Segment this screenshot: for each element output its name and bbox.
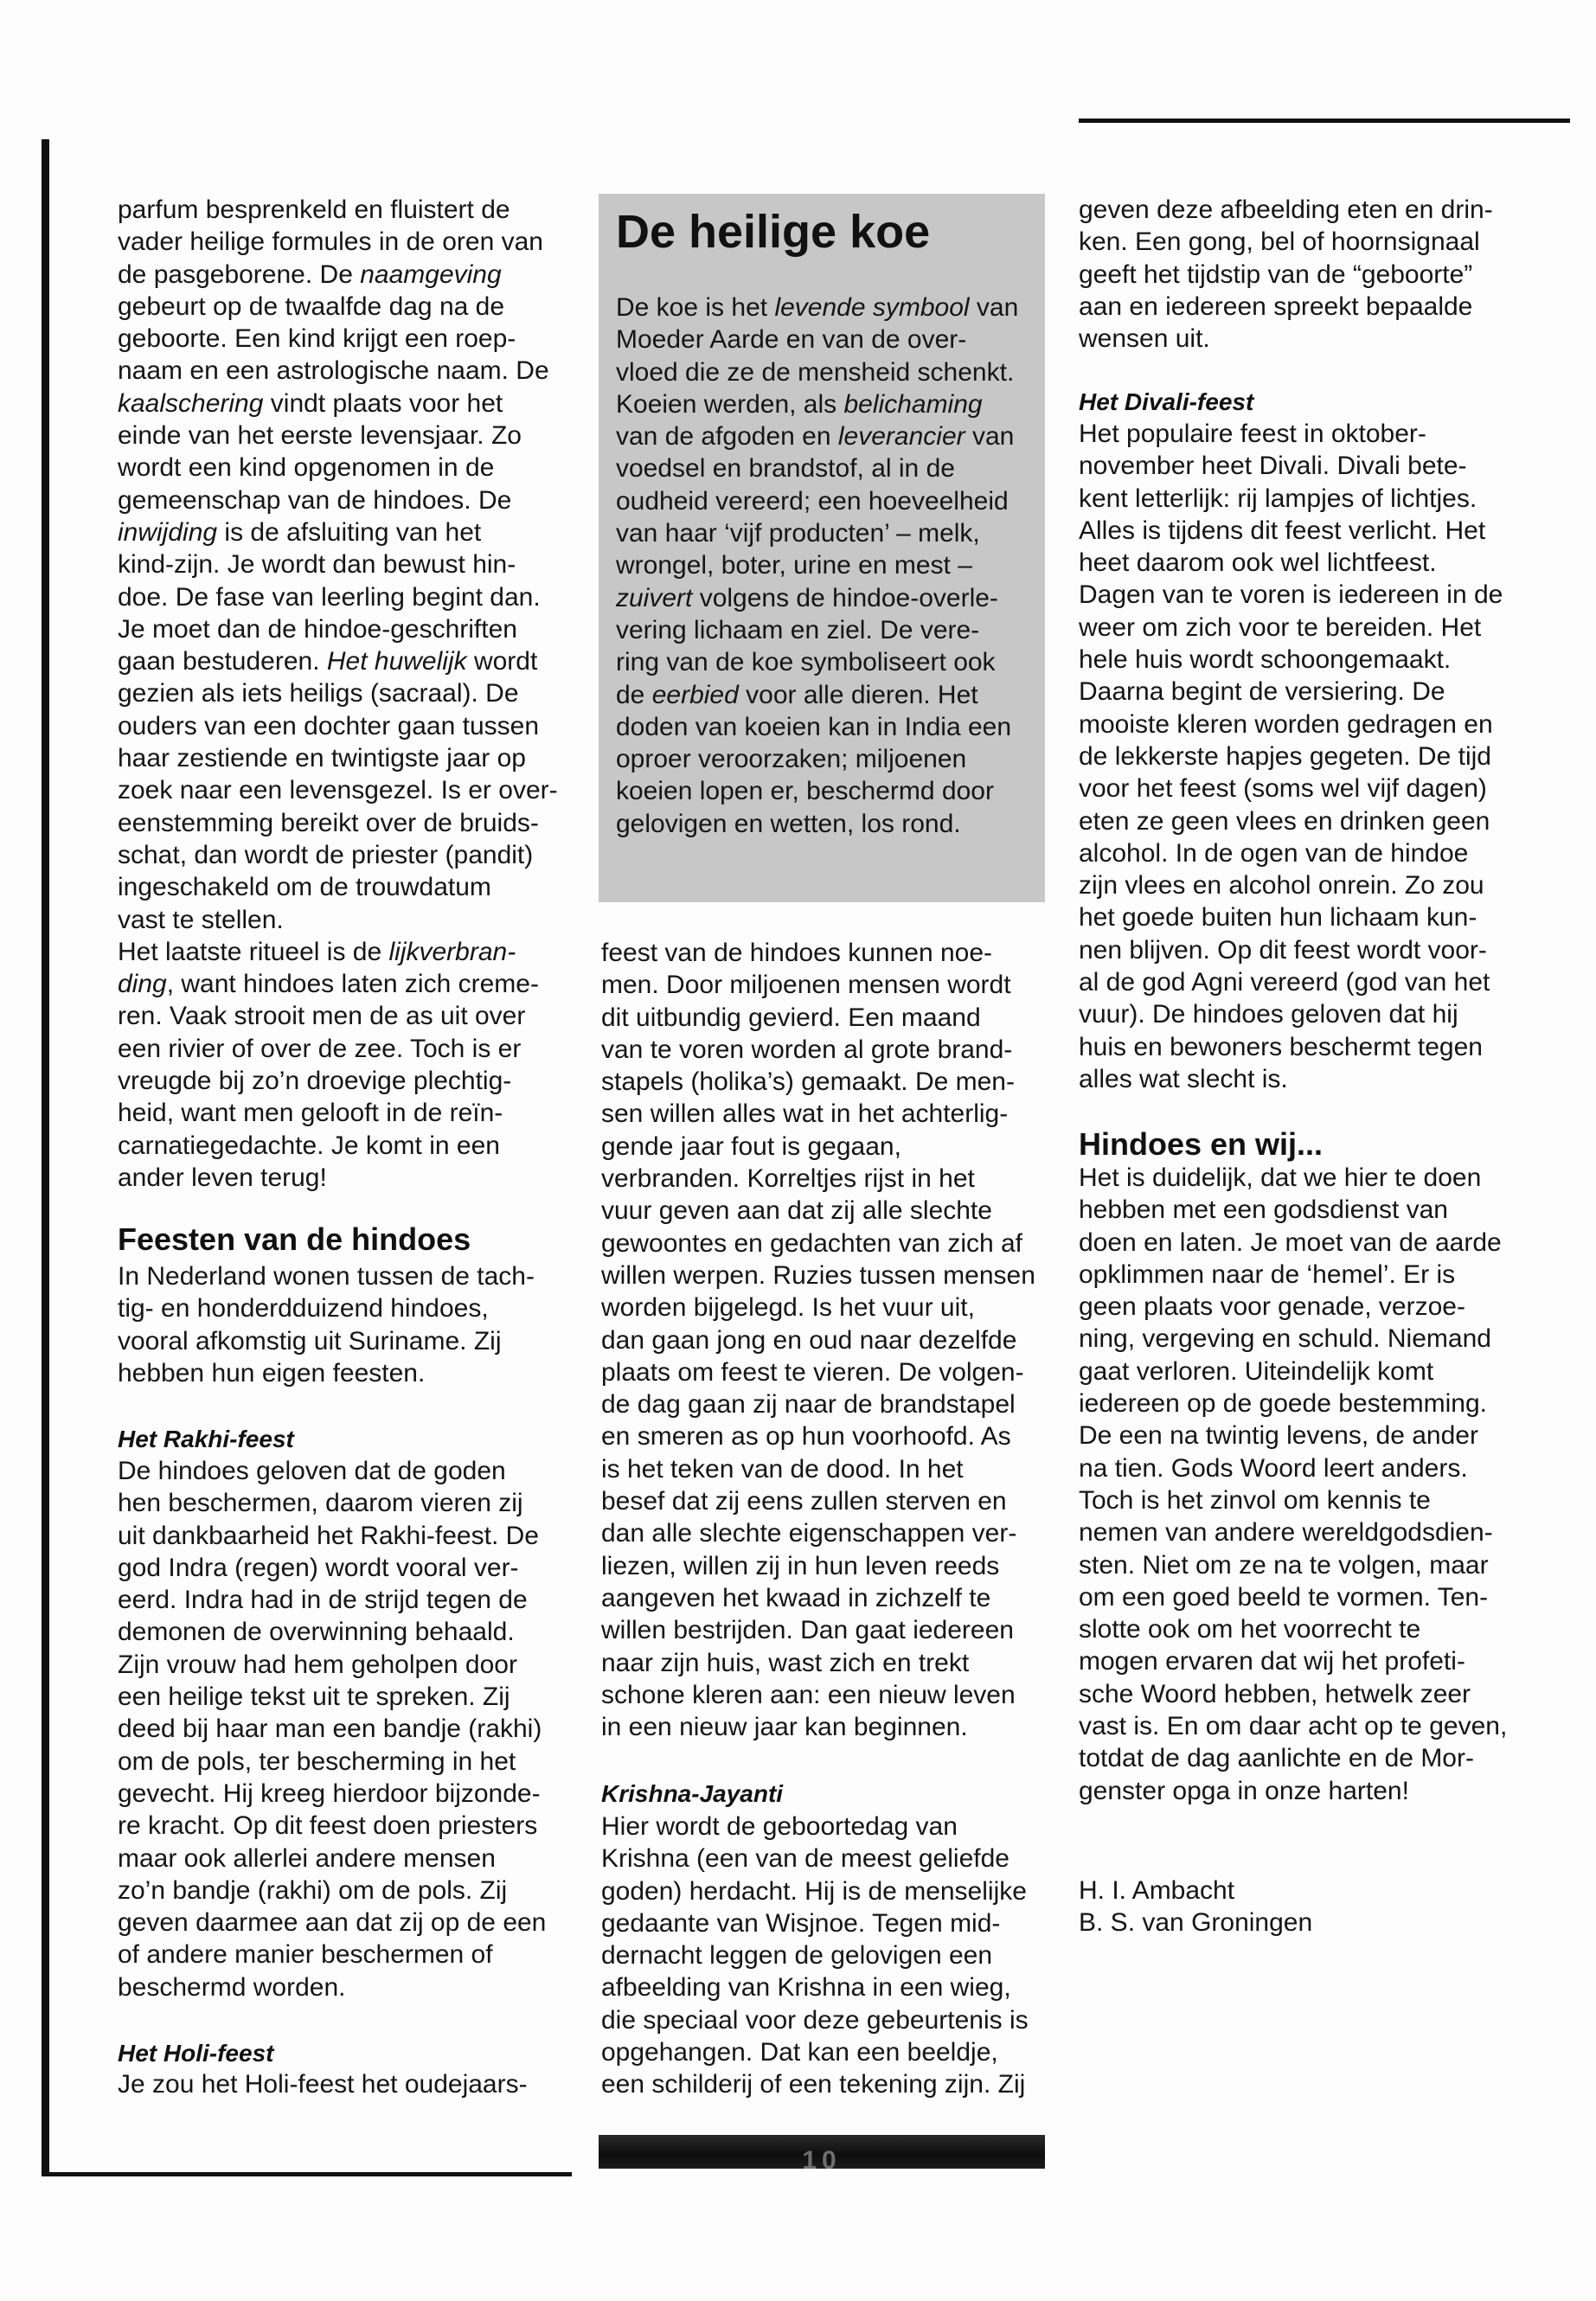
text-line: een schilderij of een tekening zijn. Zij: [601, 2070, 1026, 2099]
text-line: gebeurt op de twaalfde dag na de: [118, 292, 505, 321]
text-line: doen en laten. Je moet van de aarde: [1079, 1227, 1502, 1257]
italic-term: kaalschering: [118, 388, 264, 418]
text-line: Het laatste ritueel is de lijkverbran-: [118, 937, 516, 966]
text-line: koeien lopen er, beschermd door: [616, 777, 994, 806]
text-line: in een nieuw jaar kan beginnen.: [601, 1713, 968, 1742]
text-line: Toch is het zinvol om kennis te: [1079, 1485, 1431, 1515]
italic-term: belichaming: [843, 389, 983, 419]
krishna-continued-text: [1079, 194, 1493, 355]
text-line: wrongel, boter, urine en mest –: [616, 551, 972, 580]
text-line: vuur geven aan dat zij alle slechte: [601, 1196, 992, 1226]
text-line: ken. Een gong, bel of hoornsignaal: [1079, 228, 1480, 257]
text-line: oudheid vereerd; een hoeveelheid: [616, 486, 1009, 516]
text-line: de pasgeborene. De naamgeving: [118, 260, 502, 289]
text-line: genster opga in onze harten!: [1079, 1776, 1409, 1805]
text-line: geven daarmee aan dat zij op de een: [118, 1908, 547, 1938]
text-line: gezien als iets heiligs (sacraal). De: [118, 679, 519, 708]
text-line: al de god Agni vereerd (god van het: [1079, 968, 1490, 997]
italic-term: zuivert: [616, 583, 693, 612]
text-line: verbranden. Korreltjes rijst in het: [601, 1164, 975, 1194]
text-line: Het is duidelijk, dat we hier te doen: [1079, 1163, 1482, 1192]
text-line: doden van koeien kan in India een: [616, 712, 1012, 741]
holi-continued-text: [601, 937, 1035, 1743]
text-line: afbeelding van Krishna in een wieg,: [601, 1973, 1011, 2003]
text-line: De hindoes geloven dat de goden: [118, 1457, 506, 1485]
text-line: aangeven het kwaad in zichzelf te: [601, 1583, 991, 1612]
text-line: dan gaan jong en oud naar dezelfde: [601, 1325, 1017, 1355]
text-line: zo’n bandje (rakhi) om de pols. Zij: [118, 1875, 508, 1905]
text-line: het goede buiten hun lichaam kun-: [1079, 903, 1477, 933]
hindoes-en-wij-text: [1079, 1162, 1507, 1807]
text-line: uit dankbaarheid het Rakhi-feest. De: [118, 1521, 539, 1550]
text-line: ding, want hindoes laten zich creme-: [118, 970, 539, 999]
text-line: om de pols, ter bescherming in het: [118, 1747, 516, 1776]
text-line: hele huis wordt schoongemaakt.: [1079, 645, 1452, 675]
italic-term: levende symbool: [774, 293, 970, 322]
text-line: nen blijven. Op dit feest wordt voor-: [1079, 935, 1487, 965]
text-line: vast te stellen.: [118, 905, 284, 934]
text-line: god Indra (regen) wordt vooral ver-: [118, 1553, 519, 1582]
page-number-bar: [599, 2135, 1045, 2169]
text-line: of andere manier beschermen of: [118, 1940, 493, 1970]
text-line: gewoontes en gedachten van zich af: [601, 1228, 1023, 1258]
text-line: totdat de dag aanlichte en de Mor-: [1079, 1744, 1474, 1773]
left-column-intro-text: [118, 194, 558, 1194]
text-line: weer om zich voor te bereiden. Het: [1079, 612, 1482, 642]
bottom-left-rule: [42, 2172, 572, 2176]
text-line: vader heilige formules in de oren van: [118, 228, 543, 257]
text-line: om een goed beeld te vormen. Ten-: [1079, 1582, 1489, 1612]
text-line: vloed die ze de mensheid schenkt.: [616, 357, 1015, 387]
text-line: feest van de hindoes kunnen noe-: [601, 939, 993, 967]
text-line: carnatiegedachte. Je komt in een: [118, 1131, 500, 1160]
author-credits: [1079, 1875, 1312, 1939]
text-line: de lekkerste hapjes gegeten. De tijd: [1079, 741, 1491, 771]
text-line: ning, vergeving en schuld. Niemand: [1079, 1324, 1491, 1354]
italic-term: ding: [118, 970, 167, 999]
section-heading-feesten: Feesten van de hindoes: [118, 1221, 471, 1257]
text-line: sten. Niet om ze na te volgen, maar: [1079, 1550, 1489, 1580]
feesten-text: [118, 1260, 535, 1389]
text-line: huis en bewoners beschermt tegen: [1079, 1032, 1483, 1061]
text-line: voedsel en brandstof, al in de: [616, 454, 955, 484]
text-line: vreugde bij zo’n droevige plechtig-: [118, 1067, 512, 1096]
text-line: naar zijn huis, wast zich en trekt: [601, 1648, 970, 1677]
text-line: vast is. En om daar acht op te geven,: [1079, 1712, 1508, 1741]
text-line: sen willen alles wat in het achterlig-: [601, 1099, 1009, 1129]
text-line: sche Woord hebben, hetwelk zeer: [1079, 1679, 1471, 1708]
text-line: inwijding is de afsluiting van het: [118, 517, 482, 547]
text-line: besef dat zij eens zullen sterven en: [601, 1487, 1007, 1516]
text-line: Alles is tijdens dit feest verlicht. Het: [1079, 516, 1486, 545]
holi-text: [118, 2068, 528, 2100]
text-line: iedereen op de goede bestemming.: [1079, 1389, 1488, 1419]
text-line: gevecht. Hij kreeg hierdoor bijzonde-: [118, 1779, 541, 1808]
text-line: einde van het eerste levensjaar. Zo: [118, 421, 522, 451]
text-line: worden bijgelegd. Is het vuur uit,: [601, 1293, 975, 1323]
text-line: stapels (holika’s) gemaakt. De men-: [601, 1067, 1015, 1097]
text-line: gedaante van Wisjnoe. Tegen mid-: [601, 1908, 1001, 1938]
text-line: plaats om feest te vieren. De volgen-: [601, 1357, 1024, 1387]
top-right-rule: [1079, 119, 1570, 123]
page-number: 10: [802, 2146, 842, 2169]
text-line: In Nederland wonen tussen de tach-: [118, 1262, 535, 1291]
text-line: Je moet dan de hindoe-geschriften: [118, 614, 517, 644]
text-line: zijn vlees en alcohol onrein. Zo zou: [1079, 871, 1484, 901]
sidebar-box-text: [616, 292, 1018, 840]
text-line: kent letterlijk: rij lampjes of lichtjes.: [1079, 484, 1477, 513]
italic-term: lijkverbran-: [388, 937, 516, 966]
text-line: schone kleren aan: een nieuw leven: [601, 1680, 1016, 1709]
text-line: doe. De fase van leerling begint dan.: [118, 582, 541, 612]
text-line: Hier wordt de geboortedag van: [601, 1812, 958, 1841]
section-heading-hindoes-en-wij: Hindoes en wij...: [1079, 1126, 1324, 1162]
text-line: aan en iedereen spreekt bepaalde: [1079, 292, 1473, 321]
text-line: gaat verloren. Uiteindelijk komt: [1079, 1356, 1434, 1386]
text-line: is het teken van de dood. In het: [601, 1454, 964, 1484]
text-line: november heet Divali. Divali bete-: [1079, 452, 1467, 481]
text-line: re kracht. Op dit feest doen priesters: [118, 1811, 538, 1841]
text-line: demonen de overwinning behaald.: [118, 1618, 515, 1647]
text-line: Krishna (een van de meest geliefde: [601, 1844, 1010, 1874]
text-line: Je zou het Holi-feest het oudejaars-: [118, 2070, 528, 2099]
text-line: de dag gaan zij naar de brandstapel: [601, 1390, 1016, 1420]
text-line: slotte ook om het voorrecht te: [1079, 1615, 1421, 1644]
text-line: zuivert volgens de hindoe-overle-: [616, 583, 998, 612]
text-line: ring van de koe symboliseert ook: [616, 648, 996, 677]
text-line: Dagen van te voren is iedereen in de: [1079, 580, 1503, 610]
text-line: haar zestiende en twintigste jaar op: [118, 744, 526, 773]
text-line: liezen, willen zij in hun leven reeds: [601, 1551, 1000, 1580]
text-line: nemen van andere wereldgodsdien-: [1079, 1518, 1493, 1548]
text-line: en smeren as op hun voorhoofd. As: [601, 1422, 1011, 1452]
text-line: mogen ervaren dat wij het profeti-: [1079, 1647, 1465, 1676]
text-line: beschermd worden.: [118, 1972, 346, 2002]
subheading-holi: Het Holi-feest: [118, 2040, 274, 2067]
text-line: hebben hun eigen feesten.: [118, 1358, 426, 1388]
rakhi-text: [118, 1455, 546, 2003]
text-line: vering lichaam en ziel. De vere-: [616, 615, 980, 644]
left-border-bar: [42, 139, 49, 2176]
italic-term: inwijding: [118, 517, 218, 547]
text-line: zoek naar een levensgezel. Is er over-: [118, 776, 558, 805]
text-line: dan alle slechte eigenschappen ver-: [601, 1519, 1017, 1548]
text-line: vuur). De hindoes geloven dat hij: [1079, 1000, 1458, 1029]
text-line: gaan bestuderen. Het huwelijk wordt: [118, 647, 538, 676]
text-line: kaalschering vindt plaats voor het: [118, 388, 503, 418]
text-line: na tien. Gods Woord leert anders.: [1079, 1453, 1468, 1483]
text-line: parfum besprenkeld en fluistert de: [118, 195, 510, 224]
text-line: Daarna begint de versiering. De: [1079, 677, 1445, 707]
sidebar-box-title: De heilige koe: [616, 206, 931, 258]
krishna-text: [601, 1811, 1029, 2101]
text-line: vooral afkomstig uit Suriname. Zij: [118, 1326, 502, 1356]
text-line: wensen uit.: [1079, 324, 1210, 354]
text-line: eerd. Indra had in de strijd tegen de: [118, 1586, 528, 1615]
divali-text: [1079, 418, 1503, 1095]
text-line: tig- en honderdduizend hindoes,: [118, 1294, 489, 1324]
text-line: ren. Vaak strooit men de as uit over: [118, 1002, 526, 1031]
text-line: schat, dan wordt de priester (pandit): [118, 840, 534, 869]
text-line: men. Door miljoenen mensen wordt: [601, 971, 1011, 1000]
text-line: gelovigen en wetten, los rond.: [616, 809, 961, 838]
text-line: maar ook allerlei andere mensen: [118, 1843, 496, 1873]
text-line: geboorte. Een kind krijgt een roep-: [118, 324, 516, 354]
text-line: De een na twintig levens, de ander: [1079, 1421, 1478, 1451]
italic-term: Het huwelijk: [326, 647, 467, 676]
text-line: wordt een kind opgenomen in de: [118, 453, 495, 483]
subheading-rakhi: Het Rakhi-feest: [118, 1426, 294, 1452]
text-line: ingeschakeld om de trouwdatum: [118, 873, 491, 902]
text-line: mooiste kleren worden gedragen en: [1079, 709, 1493, 739]
text-line: van haar ‘vijf producten’ – melk,: [616, 519, 980, 548]
text-line: voor het feest (soms wel vijf dagen): [1079, 774, 1487, 804]
text-line: gemeenschap van de hindoes. De: [118, 485, 512, 515]
text-line: willen bestrijden. Dan gaat iedereen: [601, 1616, 1014, 1645]
text-line: B. S. van Groningen: [1079, 1908, 1313, 1938]
text-line: hen beschermen, daarom vieren zij: [118, 1489, 523, 1518]
text-line: oproer veroorzaken; miljoenen: [616, 745, 967, 774]
text-line: opgehangen. Dat kan een beeldje,: [601, 2038, 998, 2067]
italic-term: eerbied: [651, 680, 739, 709]
text-line: hebben met een godsdienst van: [1079, 1195, 1448, 1225]
text-line: geeft het tijdstip van de “geboorte”: [1079, 260, 1473, 289]
italic-term: naamgeving: [360, 260, 502, 289]
text-line: Het populaire feest in oktober-: [1079, 420, 1426, 448]
subheading-divali: Het Divali-feest: [1079, 388, 1254, 415]
text-line: Zijn vrouw had hem geholpen door: [118, 1650, 517, 1679]
text-line: geen plaats voor genade, verzoe-: [1079, 1292, 1465, 1322]
text-line: heid, want men gelooft in de reïn-: [118, 1099, 503, 1128]
text-line: willen werpen. Ruzies tussen mensen: [601, 1260, 1035, 1290]
italic-term: leverancier: [837, 422, 965, 452]
text-line: eenstemming bereikt over de bruids-: [118, 808, 539, 837]
text-line: gende jaar fout is gegaan,: [601, 1131, 901, 1161]
text-line: alles wat slecht is.: [1079, 1064, 1288, 1093]
text-line: die speciaal voor deze gebeurtenis is: [601, 2005, 1029, 2035]
text-line: ander leven terug!: [118, 1163, 327, 1192]
text-line: opklimmen naar de ‘hemel’. Er is: [1079, 1259, 1456, 1289]
text-line: deed bij haar man een bandje (rakhi): [118, 1715, 542, 1744]
text-line: van te voren worden al grote brand-: [601, 1035, 1013, 1064]
text-line: kind-zijn. Je wordt dan bewust hin-: [118, 550, 516, 580]
text-line: Moeder Aarde en van de over-: [616, 325, 967, 355]
text-line: een heilige tekst uit te spreken. Zij: [118, 1682, 510, 1712]
text-line: alcohol. In de ogen van de hindoe: [1079, 838, 1469, 868]
text-line: Koeien werden, als belichaming: [616, 389, 983, 419]
text-line: dernacht leggen de gelovigen een: [601, 1941, 993, 1971]
text-line: geven deze afbeelding eten en drin-: [1079, 195, 1493, 224]
text-line: goden) herdacht. Hij is de menselijke: [601, 1876, 1027, 1906]
text-line: ouders van een dochter gaan tussen: [118, 711, 540, 740]
text-line: heet daarom ook wel lichtfeest.: [1079, 548, 1437, 578]
text-line: een rivier of over de zee. Toch is er: [118, 1034, 522, 1063]
text-line: de eerbied voor alle dieren. Het: [616, 680, 978, 709]
text-line: De koe is het levende symbool van: [616, 293, 1019, 322]
text-line: naam en een astrologische naam. De: [118, 356, 549, 386]
text-line: H. I. Ambacht: [1079, 1876, 1235, 1905]
text-line: dit uitbundig gevierd. Een maand: [601, 1003, 981, 1032]
subheading-krishna: Krishna-Jayanti: [601, 1780, 784, 1807]
text-line: van de afgoden en leverancier van: [616, 422, 1015, 452]
text-line: eten ze geen vlees en drinken geen: [1079, 806, 1490, 836]
